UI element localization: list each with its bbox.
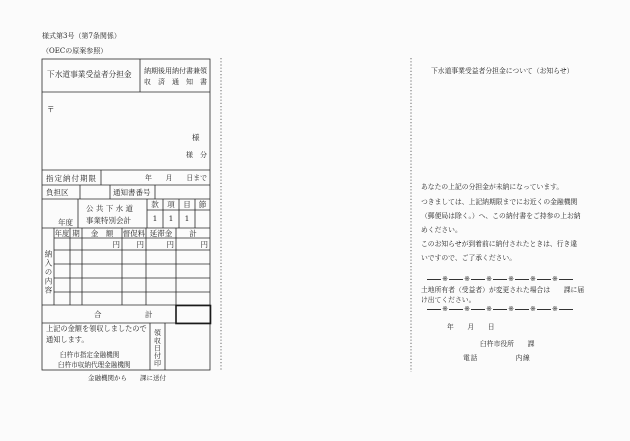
postal-mark: 〒 — [47, 104, 55, 114]
divider-symbol: ※ — [486, 304, 492, 313]
divider-segment — [427, 309, 441, 310]
notice-change-line: 土地所有者（受益者）が変更された場合は 課に届 — [421, 285, 585, 294]
designated-bank: 臼杵市指定金融機関 — [60, 350, 120, 359]
code-header-kan: 款 — [151, 200, 159, 209]
divider-symbol: ※ — [508, 304, 514, 313]
divider-symbol: ※ — [530, 304, 536, 313]
divider-segment — [449, 279, 463, 280]
due-date-label: 指定納付期限 — [46, 173, 97, 183]
doc-type-line2: 収 済 通 知 書 — [144, 77, 207, 86]
yen-unit: 円 — [166, 239, 174, 249]
account-name-line1: 公 共 下 水 道 — [86, 203, 134, 213]
routing-note: 金融機関から 課に送付 — [88, 373, 166, 382]
notice-body-line: あなたの上記の分担金が未納になっています。 — [421, 182, 564, 191]
code-header-moku: 目 — [183, 200, 191, 209]
receipt-text-line2: 通知します。 — [46, 334, 89, 344]
notice-office: 臼杵市役所 課 — [480, 339, 535, 348]
contents-label: 納入の内容 — [44, 250, 53, 295]
receipt-text-line1: 上記の金額を領収しましたので — [46, 324, 147, 333]
burden-area-label: 負担区 — [46, 187, 69, 197]
honorific-share: 様 分 — [186, 150, 207, 159]
notice-date: 年 月 日 — [447, 322, 495, 331]
code-header-kou: 項 — [167, 200, 175, 209]
divider-symbol: ※ — [464, 274, 470, 283]
ornamental-divider — [427, 275, 573, 284]
divider-symbol: ※ — [508, 274, 514, 283]
column-header-total: 計 — [189, 228, 197, 238]
divider-symbol: ※ — [530, 274, 536, 283]
divider-segment — [427, 279, 441, 280]
notice-change-line: け出てください。 — [421, 296, 476, 304]
due-date-value: 年 月 日まで — [145, 173, 208, 182]
code-value-kou: 1 — [168, 214, 174, 223]
code-value-moku: 1 — [184, 214, 190, 223]
notice-phone: 電話 内線 — [463, 353, 531, 362]
divider-symbol: ※ — [552, 274, 558, 283]
divider-symbol: ※ — [552, 304, 558, 313]
column-header-year: 年度 — [54, 228, 70, 238]
code-header-setsu: 節 — [198, 200, 207, 209]
column-header-late-fee: 延滞金 — [149, 228, 173, 238]
notice-number-label: 通知書番号 — [113, 187, 151, 197]
account-name-line2: 事業特別会計 — [86, 215, 131, 225]
total-amount-box — [176, 306, 211, 324]
divider-symbol: ※ — [464, 304, 470, 313]
notice-title: 下水道事業受益者分担金について（お知らせ） — [431, 66, 574, 75]
divider-segment — [471, 309, 485, 310]
slip-title: 下水道事業受益者分担金 — [47, 69, 132, 79]
divider-segment — [471, 279, 485, 280]
agent-bank: 臼杵市収納代理金融機関 — [58, 360, 131, 369]
divider-symbol: ※ — [442, 304, 448, 313]
receipt-stamp-label: 領収日付印 — [153, 329, 162, 367]
divider-symbol: ※ — [486, 274, 492, 283]
honorific: 様 — [192, 132, 200, 142]
notice-body-line: （郵便局は除く。）へ、この納付書をご持参の上お納 — [421, 211, 581, 220]
column-header-reminder-fee: 督促料 — [122, 228, 146, 238]
divider-symbol: ※ — [442, 274, 448, 283]
ornamental-divider — [427, 305, 573, 314]
column-header-period: 期 — [72, 228, 80, 238]
notice-body-line: いですので、ご了承ください。 — [421, 253, 517, 262]
fiscal-year-label: 年度 — [58, 217, 73, 227]
divider-segment — [515, 309, 529, 310]
divider-segment — [515, 279, 529, 280]
divider-segment — [559, 279, 573, 280]
divider-segment — [537, 309, 551, 310]
divider-segment — [449, 309, 463, 310]
divider-segment — [537, 279, 551, 280]
notice-body-line: つきましては、上記納期限までにお近くの金融機関 — [421, 197, 578, 206]
divider-segment — [493, 309, 507, 310]
notice-body-line: めください。 — [421, 225, 462, 234]
yen-unit: 円 — [136, 239, 144, 249]
doc-type-line1: 納期後用納付書兼領 — [144, 67, 207, 75]
form-number: 様式第3号（第7条関係） — [42, 32, 121, 40]
total-label: 合 計 — [94, 309, 154, 319]
yen-unit: 円 — [112, 239, 120, 249]
reference-note: （OECの原案参照） — [42, 47, 108, 55]
yen-unit: 円 — [200, 239, 208, 249]
code-value-kan: 1 — [152, 214, 158, 223]
divider-segment — [493, 279, 507, 280]
divider-segment — [559, 309, 573, 310]
notice-body-line: このお知らせが到着前に納付されたときは、行き違 — [421, 239, 578, 248]
column-header-amount: 金 額 — [90, 228, 114, 238]
